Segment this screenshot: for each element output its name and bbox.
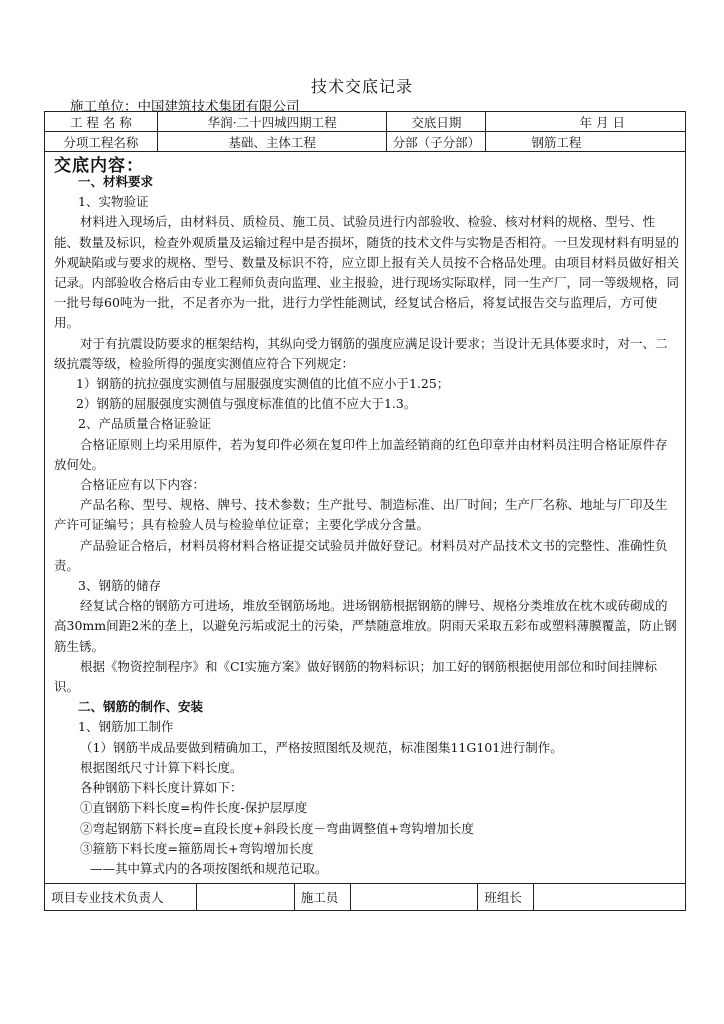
note-line: ——其中算式内的各项按图纸和规范记取。 [90,860,328,876]
content-title: 交底内容： [54,156,144,176]
subsection-heading: 3、钢筋的储存 [78,578,161,594]
header-table [44,111,686,152]
paragraph: 产品验证合格后，材料员将材料合格证提交试验员并做好登记。材料员对产品技术文书的完整性、准确性负责。 [54,537,668,573]
content-body [54,172,679,879]
tech-lead-signature [196,884,294,911]
team-leader-label: 班组长 [478,884,534,911]
content-box [44,151,686,884]
division-value: 钢筋工程 [486,132,686,152]
project-name-label: 工 程 名 称 [45,112,158,132]
constructor-label: 施工员 [294,884,350,911]
constructor-signature [350,884,478,911]
sub-project-label: 分项工程名称 [45,132,158,152]
formula-line: ①直钢筋下料长度=构件长度-保护层厚度 [80,800,308,816]
paragraph: 对于有抗震设防要求的框架结构，其纵向受力钢筋的强度应满足设计要求；当设计无具体要求时，对一、二级抗震等级，检验所得的强度实测值应符合下列规定： [54,335,668,371]
list-item: 2）钢筋的屈服强度实测值与强度标准值的比值不应大于1.3。 [76,396,417,412]
subsection-heading: 1、实物验证 [78,194,149,210]
division-label: 分部（子分部） [387,132,486,152]
subsection-heading: 2、产品质量合格证验证 [78,416,211,432]
date-value: 年 月 日 [486,112,686,132]
paragraph: 各种钢筋下料长度计算如下： [80,780,243,796]
section-heading: 二、钢筋的制作、安装 [78,699,204,715]
page-title: 技术交底记录 [310,77,413,96]
sub-project-value: 基础、主体工程 [157,132,387,152]
project-name-value: 华润·二十四城四期工程 [157,112,387,132]
tech-lead-label: 项目专业技术负责人 [45,884,197,911]
subsection-heading: 1、钢筋加工制作 [78,719,174,735]
formula-line: ②弯起钢筋下料长度=直段长度+斜段长度－弯曲调整值+弯钩增加长度 [80,820,474,836]
section-heading: 一、材料要求 [78,174,154,189]
signature-table [44,883,686,911]
team-leader-signature [534,884,686,911]
date-label: 交底日期 [387,112,486,132]
paragraph: 根据《物资控制程序》和《CI实施方案》做好钢筋的物料标识；加工好的钢筋根据使用部位和时间挂牌标识。 [54,658,658,695]
construction-unit: 施工单位：中国建筑技术集团有限公司 [70,99,300,115]
paragraph: （1）钢筋半成品要做到精确加工，严格按照图纸及规范，标准图集11G101进行制作。 [80,739,563,755]
list-item: 1）钢筋的抗拉强度实测值与屈服强度实测值的比值不应小于1.25； [76,376,450,392]
paragraph: 合格证原则上均采用原件，若为复印件必须在复印件上加盖经销商的红色印章并由材料员注明合格证原件存放何处。 [54,436,668,472]
paragraph: 根据图纸尺寸计算下料长度。 [80,759,243,775]
paragraph: 经复试合格的钢筋方可进场，堆放至钢筋场地。进场钢筋根据钢筋的牌号、规格分类堆放在枕木或砖砌成的高30mm间距2米的垄上，以避免污垢或泥土的污染，严禁随意堆放。阴雨天采取五彩布或塑料薄膜覆盖，防止钢筋生锈。 [54,598,677,654]
formula-line: ③箍筋下料长度=箍筋周长+弯钩增加长度 [80,840,314,856]
paragraph: 材料进入现场后，由材料员、质检员、施工员、试验员进行内部验收、检验、核对材料的规格、型号、性能、数量及标识，检查外观质量及运输过程中是否损坏，随货的技术文件与实物是否相符。一旦发现材料有明显的外观缺陷或与要求的规格、型号、数量及标识不符，应立即上报有关人员按不合格品处理。由项目材料员做好相关记录。内部验收合格后由专业工程师负责向监理、业主报验，进行现场实际取样，同一生产厂，同一等级规格，同一批号每60吨为一批，不足者亦为一批，进行力学性能测试，经复试合格后，将复试报告交与监理后，方可使用。 [54,214,680,331]
paragraph: 合格证应有以下内容： [80,477,206,493]
paragraph: 产品名称、型号、规格、牌号、技术参数；生产批号、制造标准、出厂时间；生产厂名称、地址与厂印及生产许可证编号；具有检验人员与检验单位证章；主要化学成分含量。 [54,497,668,533]
